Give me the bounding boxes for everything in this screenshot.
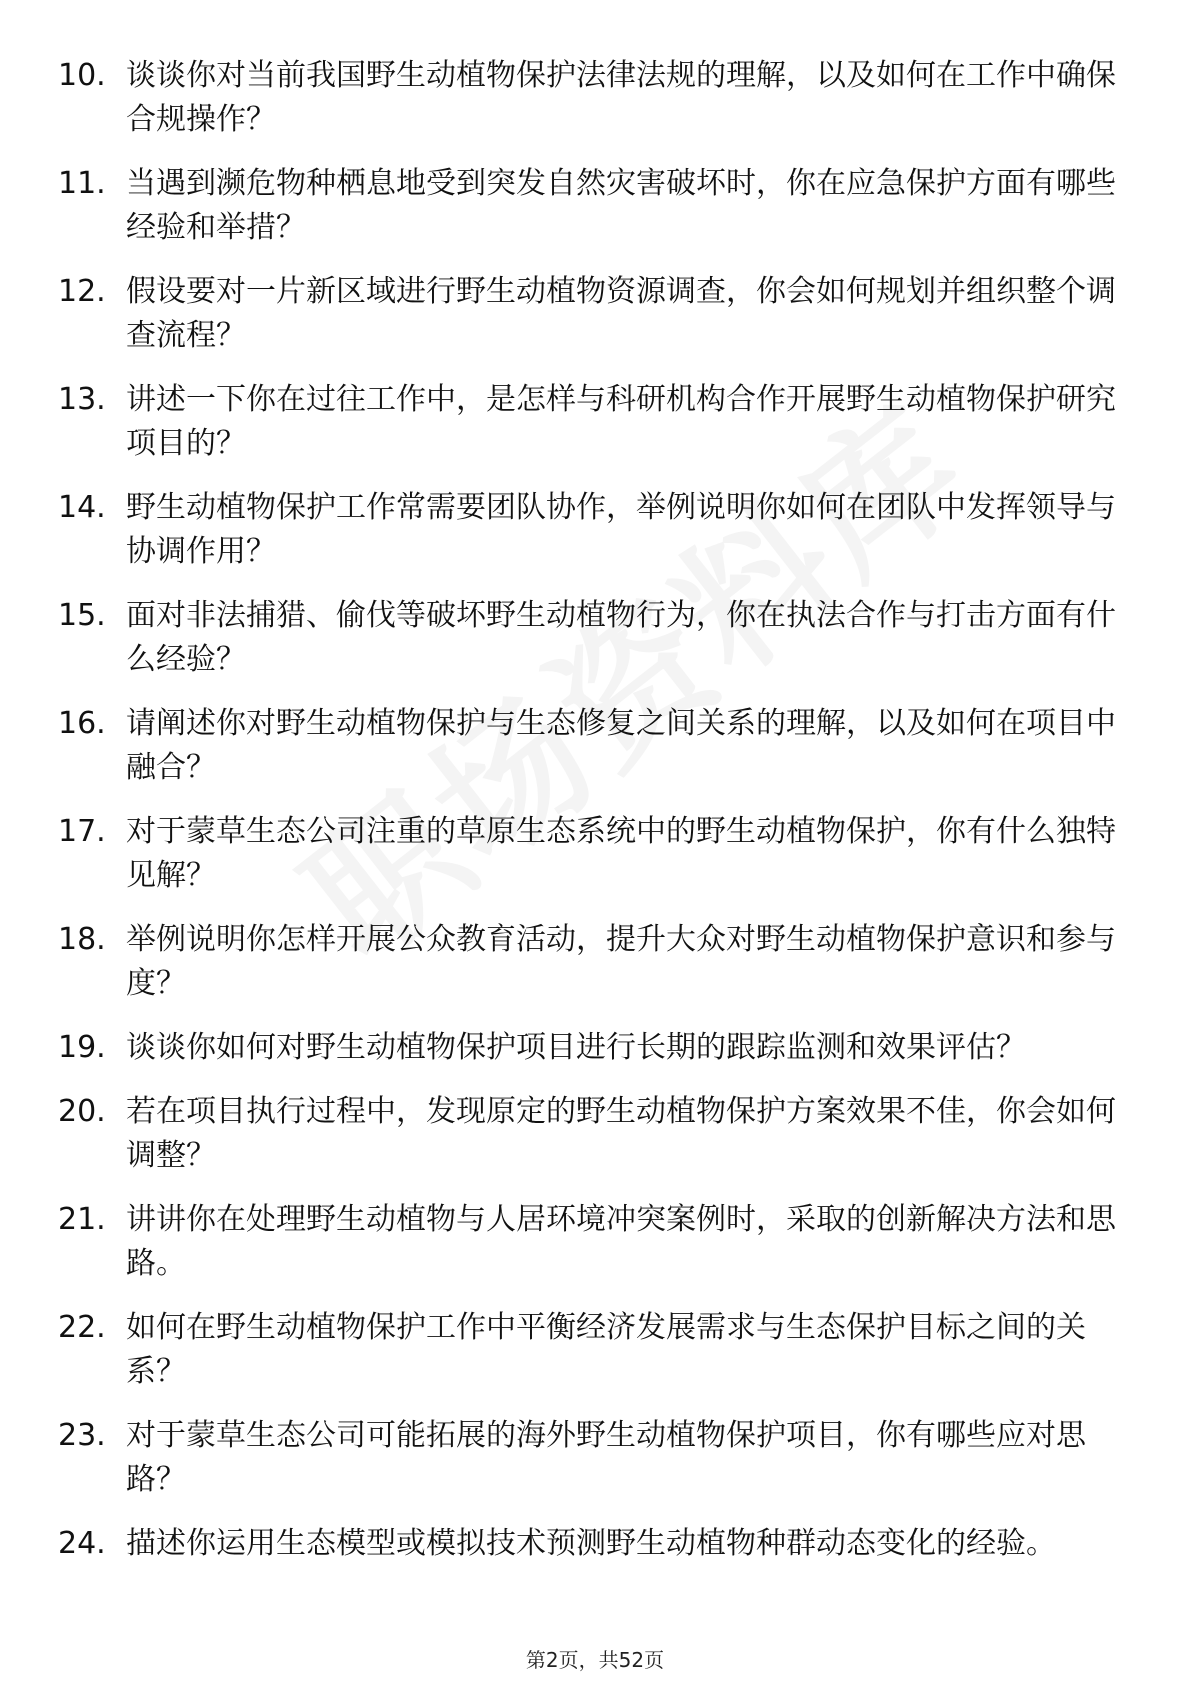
question-text: 谈谈你如何对野生动植物保护项目进行长期的跟踪监测和效果评估？ [126, 1030, 1026, 1065]
question-text: 野生动植物保护工作常需要团队协作，举例说明你如何在团队中发挥领导与协调作用？ [126, 490, 1116, 569]
question-item [58, 810, 1138, 898]
question-text: 面对非法捕猎、偷伐等破坏野生动植物行为，你在执法合作与打击方面有什么经验？ [126, 598, 1116, 677]
question-text: 讲述一下你在过往工作中，是怎样与科研机构合作开展野生动植物保护研究项目的？ [126, 382, 1116, 461]
question-text: 描述你运用生态模型或模拟技术预测野生动植物种群动态变化的经验。 [126, 1526, 1056, 1561]
question-item [58, 162, 1138, 250]
question-text: 请阐述你对野生动植物保护与生态修复之间关系的理解，以及如何在项目中融合？ [126, 706, 1116, 785]
question-number: 21. [58, 1202, 106, 1237]
question-number: 20. [58, 1094, 106, 1129]
question-item [58, 594, 1138, 682]
question-number: 16. [58, 706, 106, 741]
question-item [58, 1306, 1138, 1394]
question-number: 18. [58, 922, 106, 957]
question-text: 举例说明你怎样开展公众教育活动，提升大众对野生动植物保护意识和参与度？ [126, 922, 1116, 1001]
question-number: 22. [58, 1310, 106, 1345]
question-number: 23. [58, 1418, 106, 1453]
question-text: 讲讲你在处理野生动植物与人居环境冲突案例时，采取的创新解决方法和思路。 [126, 1202, 1116, 1281]
question-number: 13. [58, 382, 106, 417]
question-text: 谈谈你对当前我国野生动植物保护法律法规的理解，以及如何在工作中确保合规操作？ [126, 58, 1116, 137]
question-number: 15. [58, 598, 106, 633]
question-text: 对于蒙草生态公司注重的草原生态系统中的野生动植物保护，你有什么独特见解？ [126, 814, 1116, 893]
question-text: 若在项目执行过程中，发现原定的野生动植物保护方案效果不佳，你会如何调整？ [126, 1094, 1116, 1173]
question-item [58, 54, 1138, 142]
question-item [58, 1414, 1138, 1502]
question-item [58, 378, 1138, 466]
question-text: 如何在野生动植物保护工作中平衡经济发展需求与生态保护目标之间的关系？ [126, 1310, 1086, 1389]
question-item [58, 1090, 1138, 1178]
question-number: 14. [58, 490, 106, 525]
page-footer [0, 1648, 1190, 1672]
question-text: 当遇到濒危物种栖息地受到突发自然灾害破坏时，你在应急保护方面有哪些经验和举措？ [126, 166, 1116, 245]
question-item [58, 702, 1138, 790]
question-number: 19. [58, 1030, 106, 1065]
question-text: 对于蒙草生态公司可能拓展的海外野生动植物保护项目，你有哪些应对思路？ [126, 1418, 1086, 1497]
page-number-label: 第2页，共52页 [525, 1648, 665, 1672]
question-number: 17. [58, 814, 106, 849]
question-item [58, 1522, 1138, 1566]
question-item [58, 270, 1138, 358]
question-list [58, 54, 1138, 1586]
question-item [58, 486, 1138, 574]
question-item [58, 1026, 1138, 1070]
question-text: 假设要对一片新区域进行野生动植物资源调查，你会如何规划并组织整个调查流程？ [126, 274, 1116, 353]
question-number: 24. [58, 1526, 106, 1561]
question-item [58, 918, 1138, 1006]
question-number: 10. [58, 58, 106, 93]
question-number: 11. [58, 166, 106, 201]
question-number: 12. [58, 274, 106, 309]
question-item [58, 1198, 1138, 1286]
